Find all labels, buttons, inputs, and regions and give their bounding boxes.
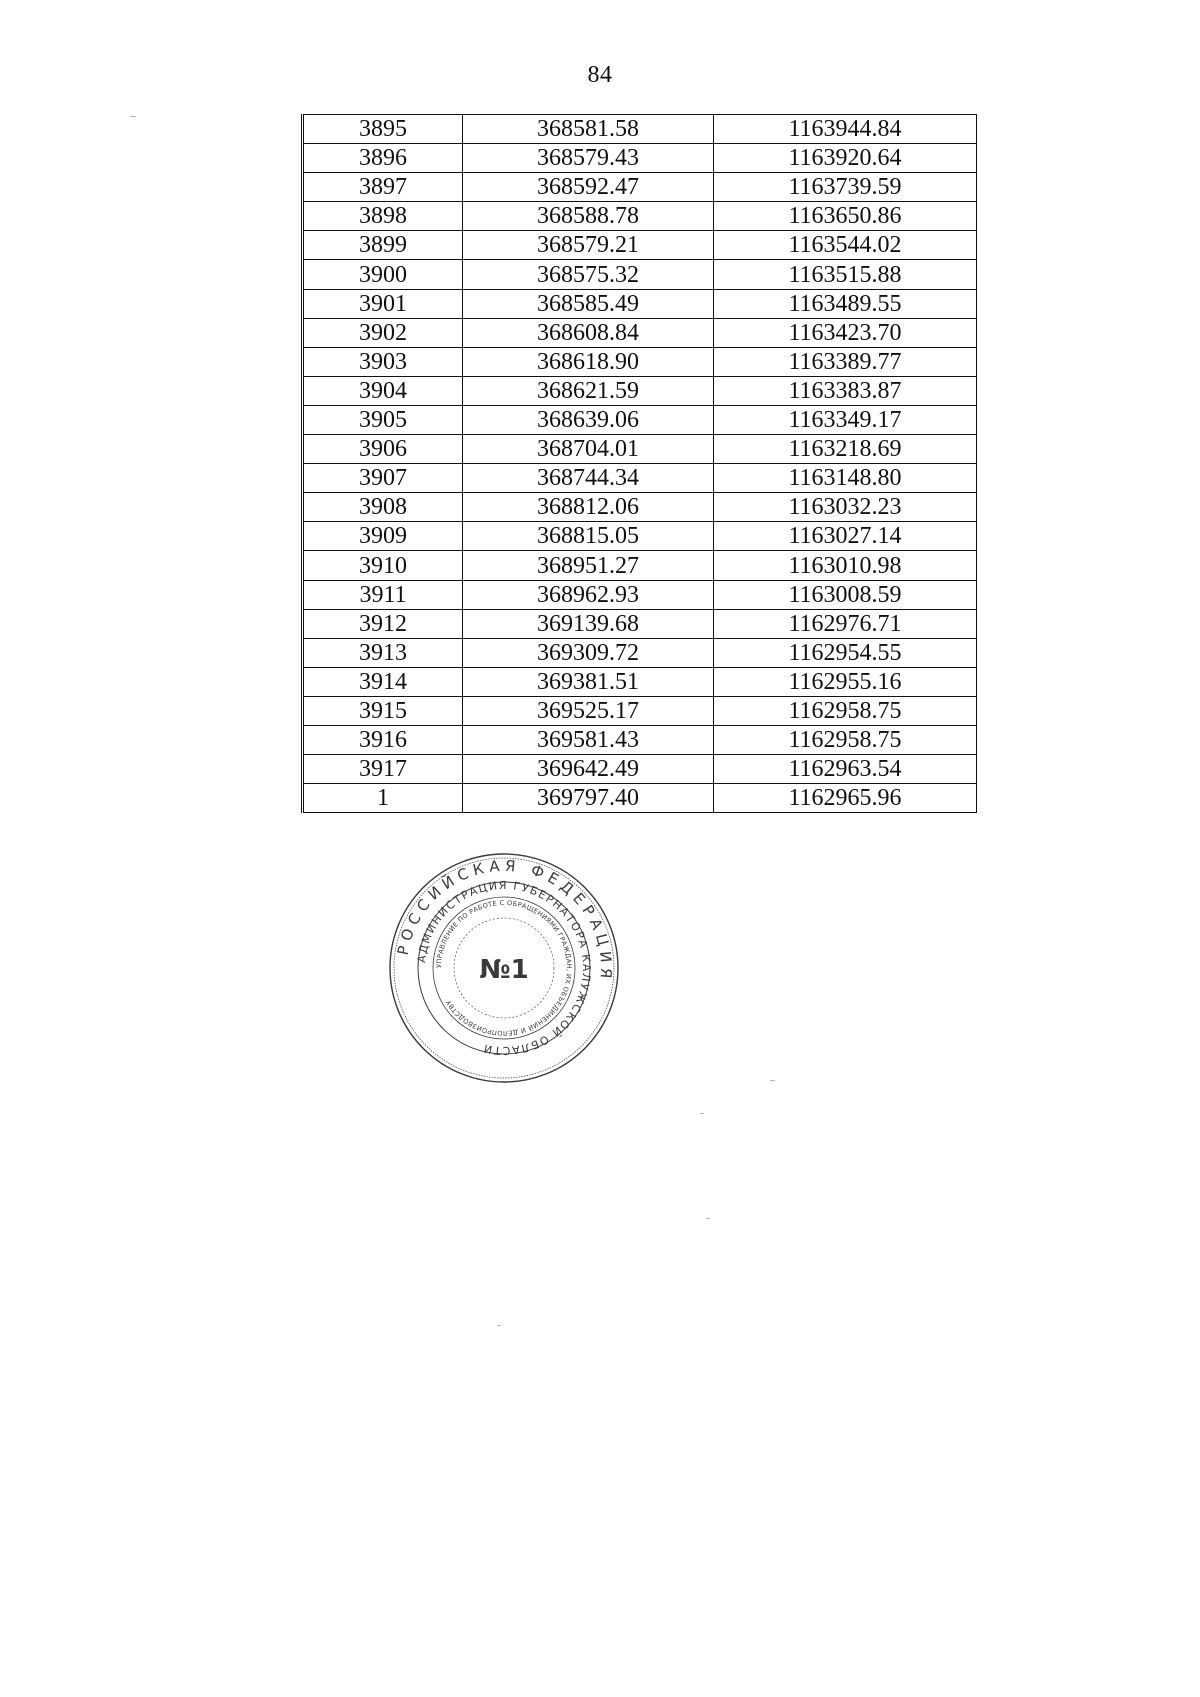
table-row — [303, 318, 977, 347]
table-row — [303, 260, 977, 289]
official-seal-stamp — [386, 850, 622, 1086]
table-row — [303, 638, 977, 667]
x-coordinate-cell: 368579.21 — [463, 231, 714, 260]
point-number-cell: 3906 — [303, 435, 463, 464]
page-number: 84 — [587, 62, 613, 88]
x-coordinate-cell: 368579.43 — [463, 144, 714, 173]
point-number-cell: 3917 — [303, 755, 463, 784]
y-coordinate-cell: 1163544.02 — [714, 231, 977, 260]
table-row — [303, 522, 977, 551]
y-coordinate-cell: 1163383.87 — [714, 376, 977, 405]
y-coordinate-cell: 1163920.64 — [714, 144, 977, 173]
x-coordinate-cell: 369525.17 — [463, 696, 714, 725]
table-body — [303, 115, 977, 813]
y-coordinate-cell: 1163218.69 — [714, 435, 977, 464]
y-coordinate-cell: 1163148.80 — [714, 464, 977, 493]
x-coordinate-cell: 368575.32 — [463, 260, 714, 289]
seal-center-number: №1 — [479, 955, 529, 985]
table-row — [303, 464, 977, 493]
table-row — [303, 551, 977, 580]
scan-mark — [497, 1325, 501, 1326]
point-number-cell: 3913 — [303, 638, 463, 667]
point-number-cell: 3907 — [303, 464, 463, 493]
x-coordinate-cell: 369381.51 — [463, 667, 714, 696]
coordinates-table — [301, 114, 977, 813]
point-number-cell: 3896 — [303, 144, 463, 173]
table-row — [303, 784, 977, 813]
point-number-cell: 3905 — [303, 405, 463, 434]
scan-mark — [130, 116, 136, 117]
table-row — [303, 173, 977, 202]
table-row — [303, 405, 977, 434]
x-coordinate-cell: 368639.06 — [463, 405, 714, 434]
x-coordinate-cell: 368962.93 — [463, 580, 714, 609]
table-row — [303, 115, 977, 144]
y-coordinate-cell: 1162958.75 — [714, 725, 977, 754]
y-coordinate-cell: 1163489.55 — [714, 289, 977, 318]
y-coordinate-cell: 1163650.86 — [714, 202, 977, 231]
x-coordinate-cell: 369309.72 — [463, 638, 714, 667]
x-coordinate-cell: 369139.68 — [463, 609, 714, 638]
point-number-cell: 3915 — [303, 696, 463, 725]
x-coordinate-cell: 368585.49 — [463, 289, 714, 318]
point-number-cell: 3903 — [303, 347, 463, 376]
seal-ring-text: АДМИНИСТРАЦИЯ ГУБЕРНАТОРА КАЛУЖСКОЙ ОБЛАСТИ — [415, 878, 594, 1058]
x-coordinate-cell: 368744.34 — [463, 464, 714, 493]
y-coordinate-cell: 1163349.17 — [714, 405, 977, 434]
point-number-cell: 3908 — [303, 493, 463, 522]
scan-mark — [700, 1113, 704, 1114]
point-number-cell: 3912 — [303, 609, 463, 638]
table-row — [303, 580, 977, 609]
point-number-cell: 3898 — [303, 202, 463, 231]
x-coordinate-cell: 368812.06 — [463, 493, 714, 522]
y-coordinate-cell: 1163010.98 — [714, 551, 977, 580]
x-coordinate-cell: 368581.58 — [463, 115, 714, 144]
y-coordinate-cell: 1163515.88 — [714, 260, 977, 289]
y-coordinate-cell: 1162958.75 — [714, 696, 977, 725]
y-coordinate-cell: 1163739.59 — [714, 173, 977, 202]
x-coordinate-cell: 369581.43 — [463, 725, 714, 754]
y-coordinate-cell: 1163027.14 — [714, 522, 977, 551]
table-row — [303, 376, 977, 405]
scan-mark — [706, 1218, 710, 1219]
point-number-cell: 1 — [303, 784, 463, 813]
point-number-cell: 3916 — [303, 725, 463, 754]
scan-mark — [770, 1080, 775, 1081]
table-row — [303, 609, 977, 638]
y-coordinate-cell: 1162963.54 — [714, 755, 977, 784]
point-number-cell: 3910 — [303, 551, 463, 580]
y-coordinate-cell: 1162976.71 — [714, 609, 977, 638]
x-coordinate-cell: 368815.05 — [463, 522, 714, 551]
point-number-cell: 3899 — [303, 231, 463, 260]
x-coordinate-cell: 368592.47 — [463, 173, 714, 202]
table-row — [303, 202, 977, 231]
point-number-cell: 3901 — [303, 289, 463, 318]
y-coordinate-cell: 1162955.16 — [714, 667, 977, 696]
y-coordinate-cell: 1163008.59 — [714, 580, 977, 609]
y-coordinate-cell: 1163389.77 — [714, 347, 977, 376]
point-number-cell: 3895 — [303, 115, 463, 144]
x-coordinate-cell: 369797.40 — [463, 784, 714, 813]
point-number-cell: 3904 — [303, 376, 463, 405]
y-coordinate-cell: 1163944.84 — [714, 115, 977, 144]
seal-inner-text: УПРАВЛЕНИЕ ПО РАБОТЕ С ОБРАЩЕНИЯМИ ГРАЖДАН, ИХ ОБЪЕДИНЕНИЙ И ДЕЛОПРОИЗВОДСТВУ — [434, 898, 574, 1038]
table-row — [303, 696, 977, 725]
table-row — [303, 755, 977, 784]
x-coordinate-cell: 368621.59 — [463, 376, 714, 405]
point-number-cell: 3914 — [303, 667, 463, 696]
x-coordinate-cell: 368704.01 — [463, 435, 714, 464]
table-row — [303, 231, 977, 260]
table-row — [303, 435, 977, 464]
x-coordinate-cell: 368608.84 — [463, 318, 714, 347]
table-row — [303, 144, 977, 173]
x-coordinate-cell: 368588.78 — [463, 202, 714, 231]
x-coordinate-cell: 368951.27 — [463, 551, 714, 580]
point-number-cell: 3900 — [303, 260, 463, 289]
table-row — [303, 289, 977, 318]
point-number-cell: 3897 — [303, 173, 463, 202]
point-number-cell: 3902 — [303, 318, 463, 347]
table-row — [303, 347, 977, 376]
y-coordinate-cell: 1163423.70 — [714, 318, 977, 347]
table-row — [303, 493, 977, 522]
table-row — [303, 667, 977, 696]
y-coordinate-cell: 1162965.96 — [714, 784, 977, 813]
x-coordinate-cell: 369642.49 — [463, 755, 714, 784]
point-number-cell: 3909 — [303, 522, 463, 551]
x-coordinate-cell: 368618.90 — [463, 347, 714, 376]
table-row — [303, 725, 977, 754]
y-coordinate-cell: 1163032.23 — [714, 493, 977, 522]
point-number-cell: 3911 — [303, 580, 463, 609]
y-coordinate-cell: 1162954.55 — [714, 638, 977, 667]
seal-outer-text: РОССИЙСКАЯ ФЕДЕРАЦИЯ — [393, 856, 616, 984]
